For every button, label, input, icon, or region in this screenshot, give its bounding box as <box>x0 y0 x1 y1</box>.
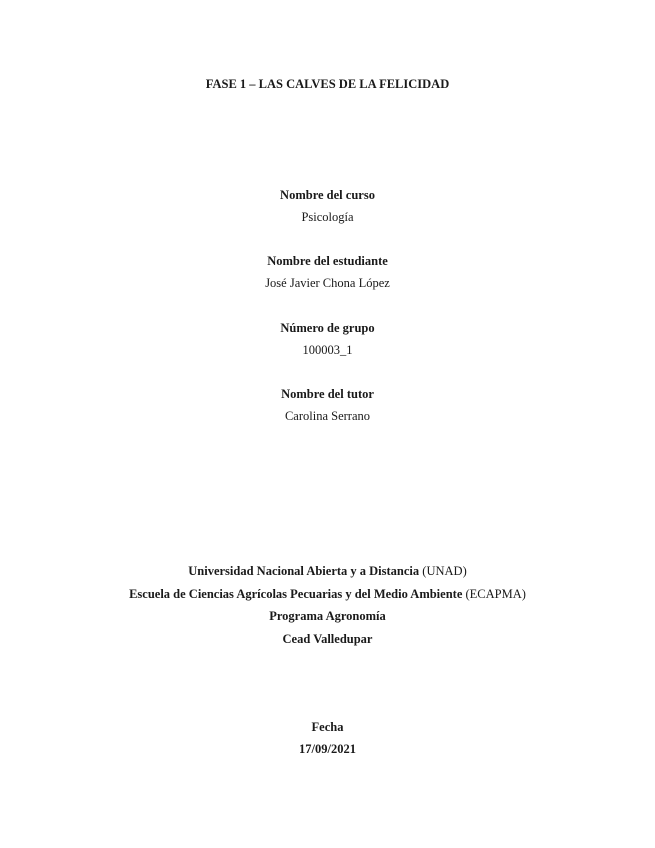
document-title: FASE 1 – LAS CALVES DE LA FELICIDAD <box>205 77 450 91</box>
student-value: José Javier Chona López <box>265 276 390 290</box>
course-label: Nombre del curso <box>280 188 375 202</box>
group-label: Número de grupo <box>280 321 375 335</box>
date-value: 17/09/2021 <box>299 742 356 756</box>
school-line <box>0 586 655 602</box>
university-abbr: (UNAD) <box>422 564 467 578</box>
school-abbr: (ECAPMA) <box>465 587 526 601</box>
program-line: Programa Agronomía <box>269 609 386 623</box>
student-label: Nombre del estudiante <box>267 254 388 268</box>
tutor-label: Nombre del tutor <box>281 387 374 401</box>
university-name: Universidad Nacional Abierta y a Distancia <box>188 564 420 578</box>
group-value: 100003_1 <box>302 343 353 357</box>
tutor-value: Carolina Serrano <box>284 409 371 423</box>
cead-line: Cead Valledupar <box>282 632 373 646</box>
university-line <box>0 563 655 579</box>
course-value: Psicología <box>301 210 354 224</box>
date-label: Fecha <box>311 720 344 734</box>
school-name: Escuela de Ciencias Agrícolas Pecuarias y del Medio Ambiente <box>129 587 463 601</box>
